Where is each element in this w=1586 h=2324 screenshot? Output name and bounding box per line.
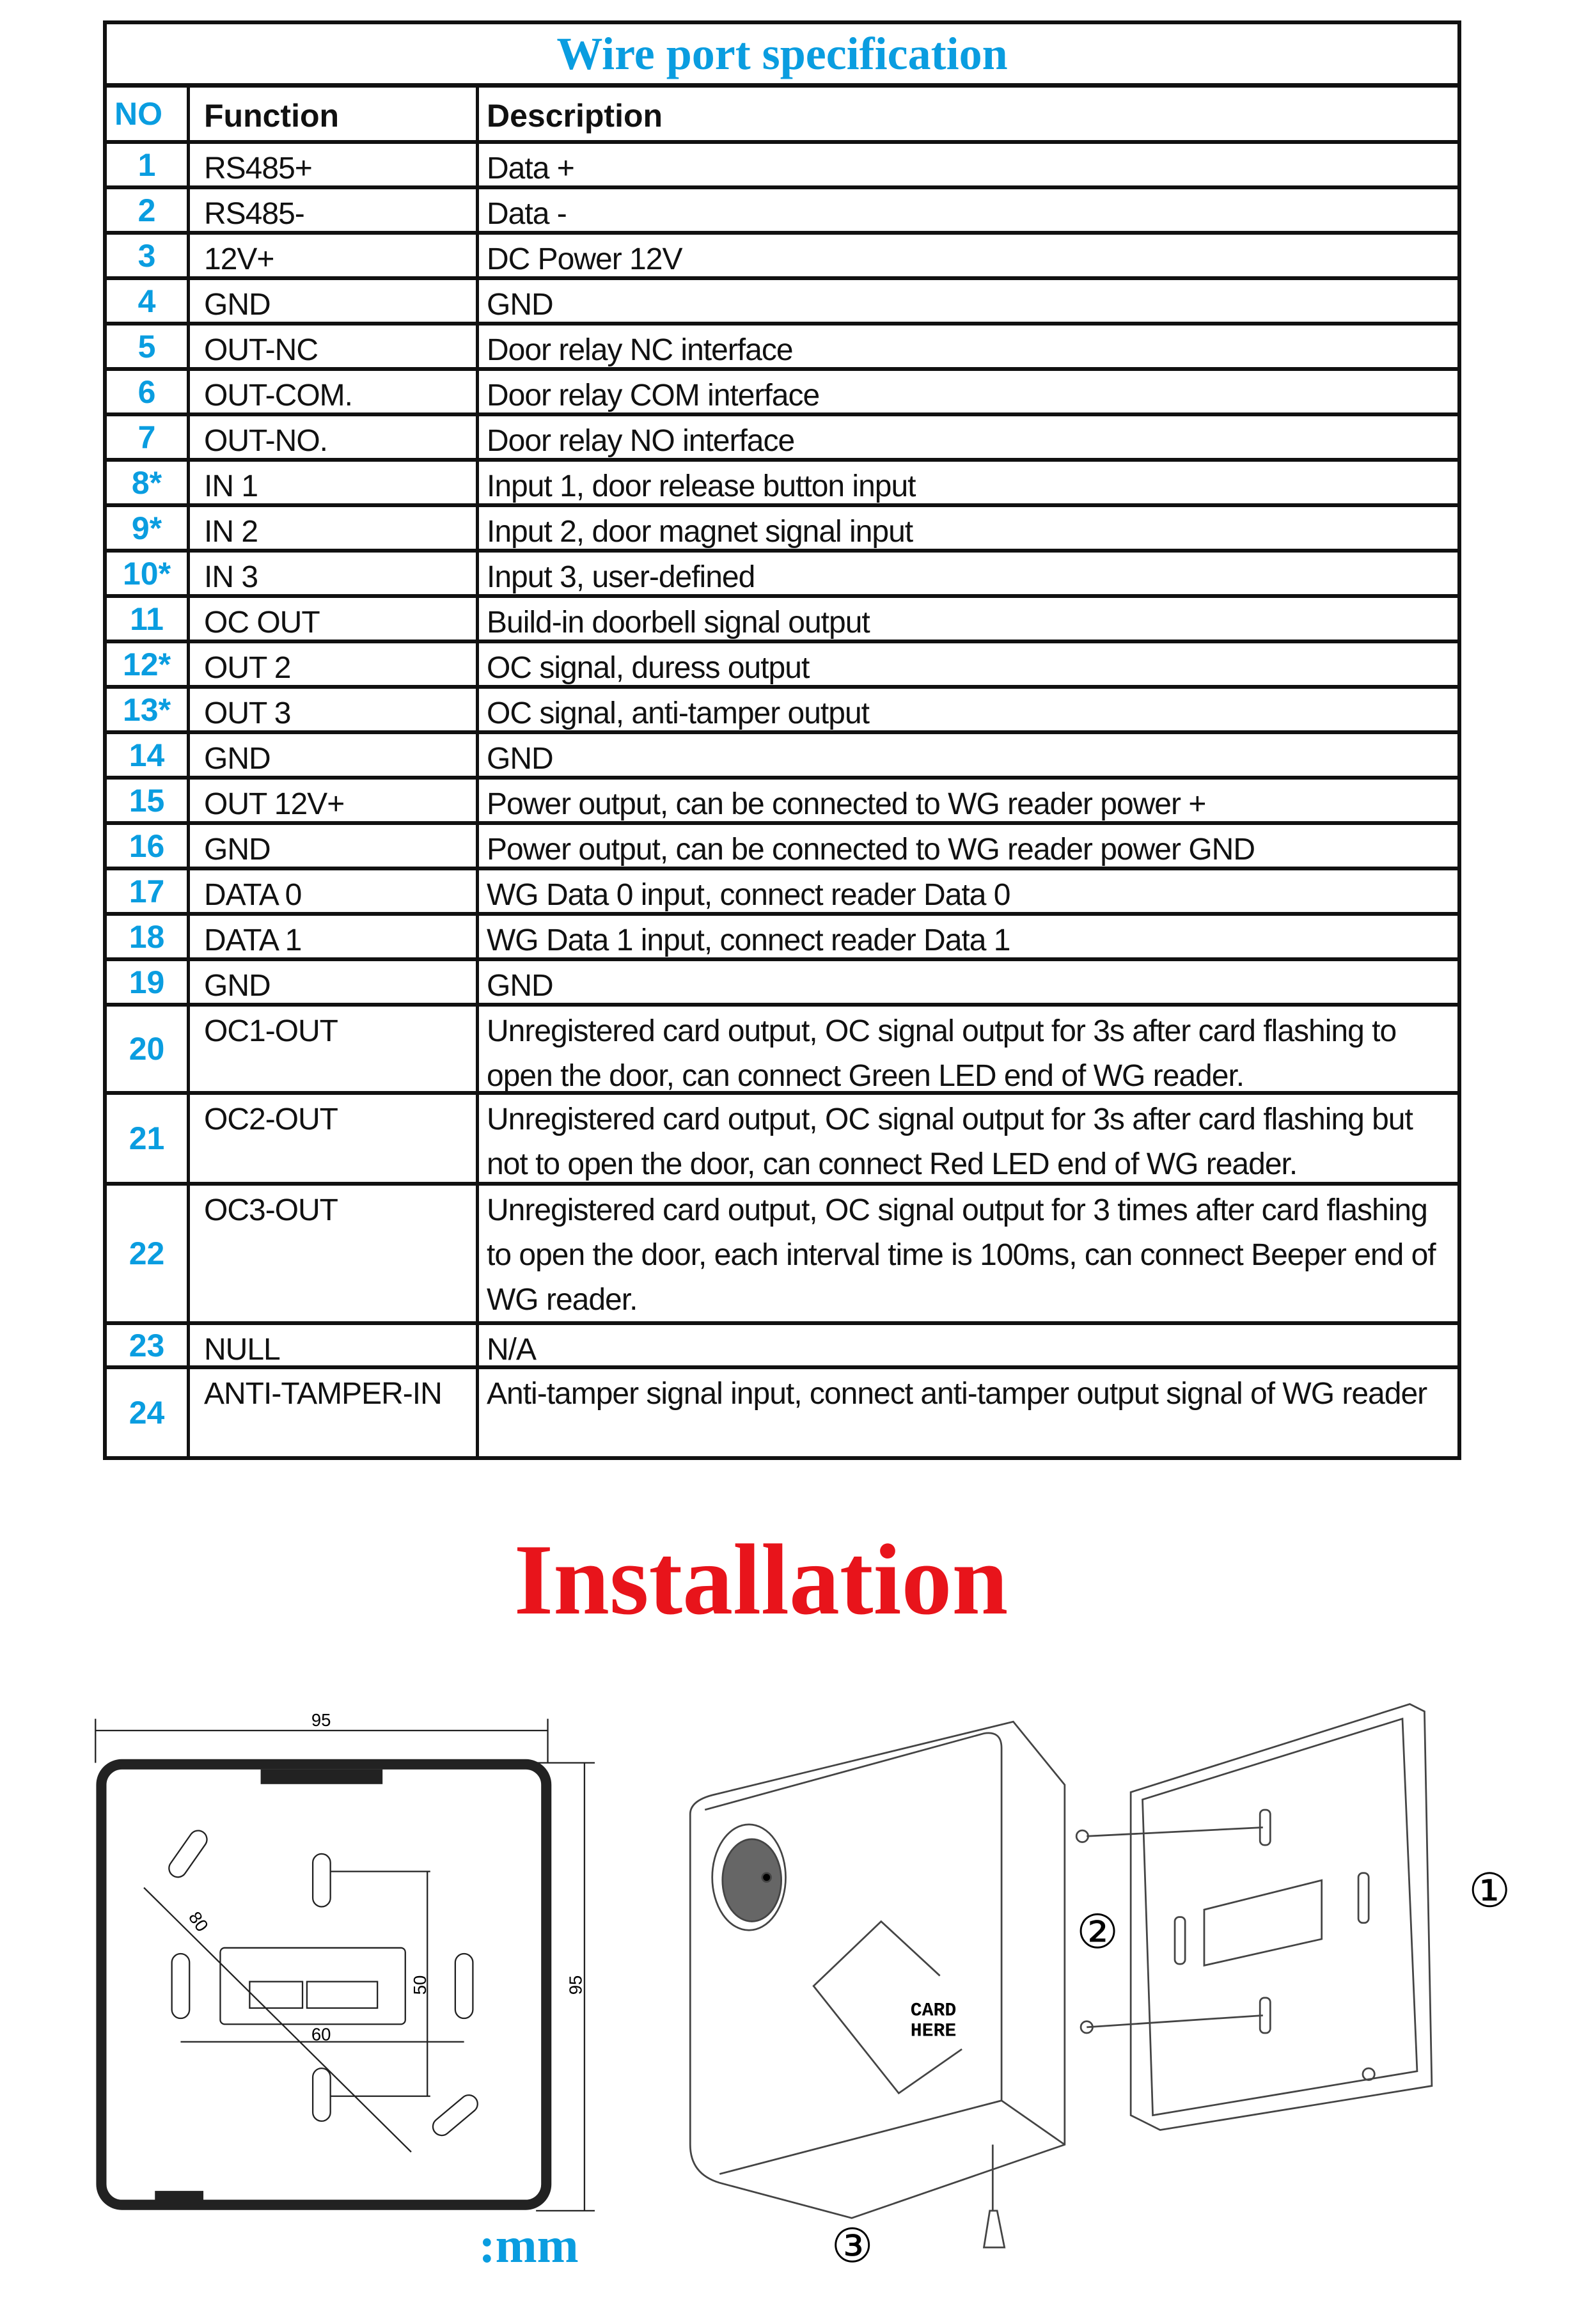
port-description: OC signal, duress output: [487, 651, 810, 685]
port-description: Door relay COM interface: [487, 379, 820, 412]
port-description: GND: [487, 288, 553, 322]
port-function: OC OUT: [190, 598, 479, 640]
port-number: 12*: [107, 643, 190, 685]
port-function: RS485-: [190, 189, 479, 231]
unit-label: :mm: [478, 2217, 579, 2273]
port-number: 17: [107, 870, 190, 912]
port-number: 5: [107, 326, 190, 367]
port-number: 20: [107, 1007, 190, 1091]
port-number: 7: [107, 416, 190, 458]
table-row: [107, 1095, 1457, 1186]
port-function: 12V+: [190, 235, 479, 276]
port-function: OUT 3: [190, 689, 479, 730]
card-here-label-2: HERE: [910, 2020, 957, 2042]
port-number: 2: [107, 189, 190, 231]
table-row: [107, 189, 1457, 235]
port-function: DATA 1: [190, 916, 479, 957]
port-description: DC Power 12V: [487, 242, 682, 276]
port-number: 23: [107, 1325, 190, 1365]
table-row: [107, 280, 1457, 326]
table-row: [107, 416, 1457, 462]
port-description: WG Data 0 input, connect reader Data 0: [487, 878, 1010, 912]
dim-diagonal-label: 80: [185, 1908, 212, 1936]
port-description: Unregistered card output, OC signal output for 3 times after card flashing to open the door, each interval time is 100ms, can connect Beeper end of WG reader.: [487, 1193, 1436, 1317]
port-number: 14: [107, 734, 190, 776]
table-row: [107, 1369, 1457, 1456]
port-number: 9*: [107, 507, 190, 549]
header-description: Description: [487, 98, 663, 134]
port-function: OC3-OUT: [190, 1186, 479, 1321]
table-row: [107, 598, 1457, 643]
port-number: 13*: [107, 689, 190, 730]
card-here-label-1: CARD: [910, 1999, 957, 2022]
port-function: NULL: [190, 1325, 479, 1365]
port-number: 19: [107, 961, 190, 1003]
port-number: 11: [107, 598, 190, 640]
port-description: WG Data 1 input, connect reader Data 1: [487, 923, 1010, 957]
table-row: [107, 553, 1457, 598]
table-row: [107, 780, 1457, 825]
dim-width-label: 95: [311, 1710, 331, 1731]
header-function: Function: [190, 88, 479, 140]
dim-height-label: 95: [565, 1975, 586, 1995]
port-number: 1: [107, 144, 190, 185]
port-function: OUT-NC: [190, 326, 479, 367]
table-header-row: [107, 88, 1457, 144]
port-description: N/A: [487, 1333, 537, 1367]
port-description: GND: [487, 969, 553, 1003]
table-row: [107, 825, 1457, 870]
step-2-marker: ②: [1076, 1904, 1119, 1958]
port-number: 21: [107, 1095, 190, 1182]
port-description: Data -: [487, 197, 567, 231]
header-no: NO: [107, 88, 190, 140]
table-row: [107, 462, 1457, 507]
table-row: [107, 371, 1457, 416]
port-number: 16: [107, 825, 190, 867]
port-number: 15: [107, 780, 190, 821]
port-number: 10*: [107, 553, 190, 594]
table-row: [107, 870, 1457, 916]
port-number: 8*: [107, 462, 190, 503]
port-function: IN 3: [190, 553, 479, 594]
port-description: Power output, can be connected to WG reader power GND: [487, 833, 1255, 867]
table-row: [107, 1325, 1457, 1369]
port-function: OUT 12V+: [190, 780, 479, 821]
reader-exploded-view: [690, 1704, 1432, 2248]
port-number: 24: [107, 1369, 190, 1456]
port-function: GND: [190, 734, 479, 776]
port-number: 6: [107, 371, 190, 412]
table-row: [107, 961, 1457, 1007]
device-outline: [101, 1764, 546, 2205]
port-description: Data +: [487, 152, 574, 185]
table-row: [107, 734, 1457, 780]
port-description: Unregistered card output, OC signal output for 3s after card flashing but not to open the door, can connect Red LED end of WG reader.: [487, 1103, 1413, 1181]
port-function: IN 1: [190, 462, 479, 503]
port-number: 22: [107, 1186, 190, 1321]
port-description: Input 1, door release button input: [487, 469, 916, 503]
port-function: RS485+: [190, 144, 479, 185]
port-function: GND: [190, 825, 479, 867]
table-row: [107, 1007, 1457, 1095]
table-row: [107, 235, 1457, 280]
dim-horizontal-label: 60: [311, 2024, 331, 2045]
port-function: IN 2: [190, 507, 479, 549]
port-description: Input 2, door magnet signal input: [487, 515, 913, 549]
port-description: Unregistered card output, OC signal output for 3s after card flashing to open the door, can connect Green LED end of WG reader.: [487, 1014, 1397, 1093]
table-row: [107, 689, 1457, 734]
table-row: [107, 326, 1457, 371]
installation-drawing: [0, 1663, 1586, 2324]
mounting-dimension-drawing: [95, 1719, 595, 2211]
port-function: DATA 0: [190, 870, 479, 912]
table-title: Wire port specification: [107, 24, 1457, 88]
port-description: OC signal, anti-tamper output: [487, 696, 869, 730]
table-row: [107, 144, 1457, 189]
port-description: Power output, can be connected to WG reader power +: [487, 787, 1206, 821]
port-function: OUT 2: [190, 643, 479, 685]
wire-port-spec-table: [103, 20, 1461, 1460]
port-function: GND: [190, 961, 479, 1003]
step-3-marker: ③: [831, 2219, 874, 2273]
port-number: 3: [107, 235, 190, 276]
table-row: [107, 643, 1457, 689]
port-function: GND: [190, 280, 479, 322]
port-function: OUT-NO.: [190, 416, 479, 458]
dim-vertical-label: 50: [409, 1975, 430, 1995]
port-function: OC2-OUT: [190, 1095, 479, 1182]
port-description: Build-in doorbell signal output: [487, 606, 870, 640]
port-description: Door relay NC interface: [487, 333, 793, 367]
port-function: OC1-OUT: [190, 1007, 479, 1091]
port-number: 18: [107, 916, 190, 957]
table-row: [107, 507, 1457, 553]
table-row: [107, 1186, 1457, 1325]
port-description: Anti-tamper signal input, connect anti-tamper output signal of WG reader: [487, 1377, 1427, 1411]
installation-title: Installation: [514, 1524, 1009, 1636]
port-function: OUT-COM.: [190, 371, 479, 412]
port-description: Input 3, user-defined: [487, 560, 755, 594]
port-number: 4: [107, 280, 190, 322]
port-function: ANTI-TAMPER-IN: [190, 1369, 479, 1456]
table-row: [107, 916, 1457, 961]
port-description: Door relay NO interface: [487, 424, 795, 458]
port-description: GND: [487, 742, 553, 776]
step-1-marker: ①: [1468, 1864, 1511, 1917]
